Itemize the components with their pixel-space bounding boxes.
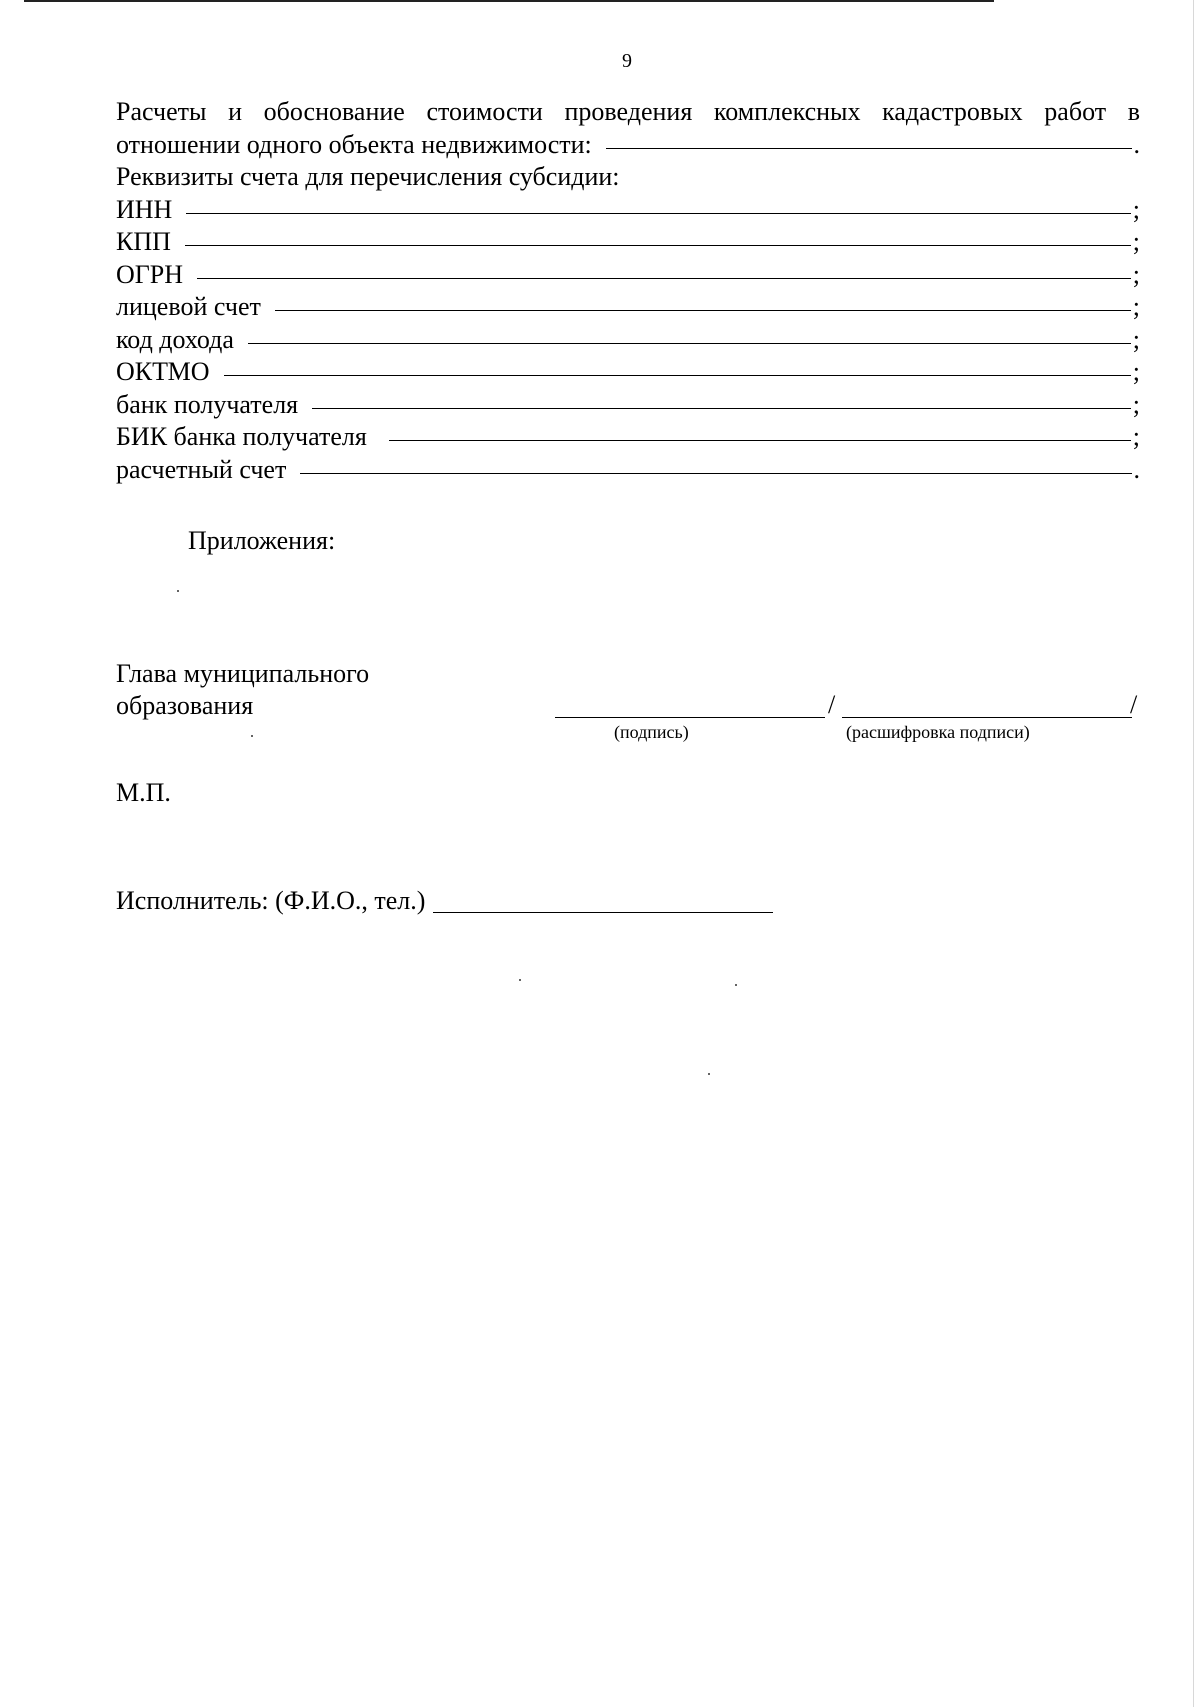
requisite-row-inn (116, 194, 1140, 227)
oktmo-field[interactable] (224, 374, 1131, 376)
inn-field[interactable] (186, 212, 1130, 214)
requisite-label: ОКТМО (116, 357, 210, 386)
object-cost-field[interactable] (606, 147, 1132, 149)
head-title-line-2: образования (116, 691, 254, 720)
requisite-label: ИНН (116, 194, 173, 224)
requisite-row-kpp (116, 226, 1140, 259)
signature-caption: (подпись) (614, 722, 689, 742)
bik-field[interactable] (389, 439, 1131, 441)
executor-label: Исполнитель: (Ф.И.О., тел.) (116, 886, 426, 915)
requisite-row-bank (116, 389, 1140, 422)
ogrn-field[interactable] (197, 277, 1131, 279)
requisite-row-ogrn (116, 259, 1140, 292)
signature-decode-field[interactable] (842, 717, 1132, 718)
attachments-label: Приложения: (188, 526, 336, 555)
requisite-end: ; (1132, 422, 1140, 451)
requisite-label: БИК банка получателя (116, 422, 367, 451)
requisite-label: расчетный счет (116, 454, 287, 484)
intro-line-1: Расчеты и обоснование стоимости проведения комплексных кадастровых работ в (116, 97, 1140, 126)
requisite-row-personal-account (116, 291, 1140, 324)
settlement-account-field[interactable] (300, 472, 1131, 474)
kpp-field[interactable] (185, 244, 1131, 246)
requisite-row-income-code (116, 324, 1140, 357)
requisite-end: ; (1132, 259, 1140, 289)
scan-speck (251, 735, 253, 737)
requisite-end: ; (1132, 389, 1140, 419)
executor-field[interactable] (433, 912, 773, 913)
stamp-label: М.П. (116, 778, 171, 807)
requisite-end: ; (1132, 292, 1140, 321)
signature-field[interactable] (555, 717, 825, 718)
personal-account-field[interactable] (275, 309, 1131, 311)
signature-decode-caption: (расшифровка подписи) (846, 722, 1030, 742)
head-title-line-1: Глава муниципального (116, 659, 370, 688)
executor-row (116, 886, 773, 916)
recipient-bank-field[interactable] (312, 407, 1131, 409)
requisite-row-bik (116, 421, 1140, 454)
requisite-end: ; (1132, 194, 1140, 224)
requisite-label: код дохода (116, 324, 234, 354)
requisite-label: КПП (116, 227, 171, 256)
requisite-label: лицевой счет (116, 292, 261, 321)
requisites-heading: Реквизиты счета для перечисления субсидии: (116, 162, 620, 191)
intro-line-2-end: . (1133, 129, 1140, 159)
requisite-end: ; (1132, 227, 1140, 256)
top-border-rule (24, 0, 994, 2)
income-code-field[interactable] (248, 342, 1131, 344)
scan-speck (519, 979, 521, 981)
head-signatory (116, 658, 369, 722)
requisite-end: ; (1132, 324, 1140, 354)
requisite-end: . (1133, 454, 1140, 484)
scan-speck (735, 984, 737, 986)
requisite-end: ; (1132, 357, 1140, 386)
slash-end: / (1130, 690, 1138, 719)
page-right-edge (1193, 0, 1194, 1707)
page-number: 9 (622, 50, 632, 72)
scan-speck (708, 1073, 710, 1075)
slash-separator: / (828, 690, 836, 719)
requisite-label: ОГРН (116, 259, 184, 289)
requisite-label: банк получателя (116, 389, 299, 419)
document-body (116, 96, 1140, 486)
intro-line-2-label: отношении одного объекта недвижимости: (116, 129, 592, 159)
scan-speck (177, 590, 179, 592)
intro-line-2 (116, 129, 1140, 162)
requisite-row-settlement-account (116, 454, 1140, 487)
requisite-row-oktmo (116, 356, 1140, 389)
